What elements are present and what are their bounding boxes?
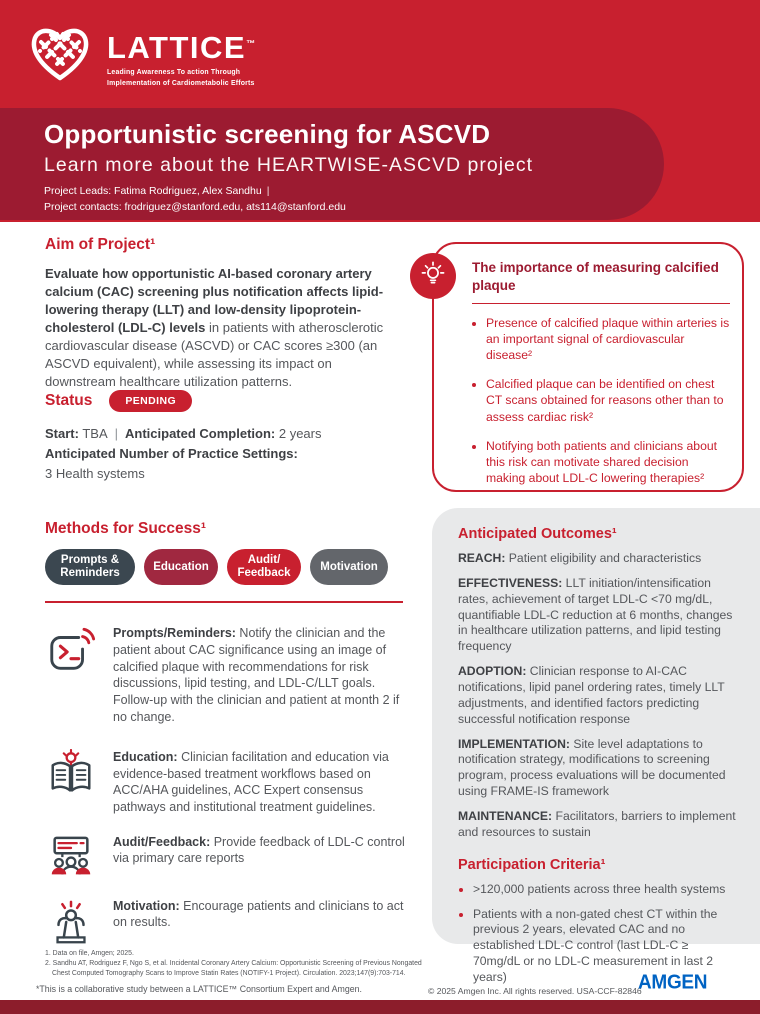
lattice-logo: [28, 24, 255, 89]
method-text-prompts: Prompts/Reminders: Notify the clinician and the patient about CAC significance using an image of calcified plaque with recommendations for risk discussions, lipid testing, and LDL-C/LLT goals. Follow-up with the clinician and patient at month 2 if no change.: [113, 626, 400, 724]
copyright-text: © 2025 Amgen Inc. All rights reserved. USA-CCF-82846: [428, 986, 642, 996]
hero-band: [0, 0, 760, 222]
method-text-education: Education: Clinician facilitation and education via evidence-based treatment workflows based on ACC/AHA guidelines, ACC Expert consensus pathways and institutional treatment guidelines.: [113, 750, 389, 815]
project-leads: Project Leads: Fatima Rodriguez, Alex Sandhu |: [44, 185, 270, 197]
importance-callout: [432, 242, 744, 492]
outcome-reach: REACH: Patient eligibility and characteristics: [458, 551, 702, 565]
person-celebrating-icon: [45, 898, 97, 948]
pill-audit-feedback: Audit/ Feedback: [227, 549, 301, 585]
method-text-audit: Audit/Feedback: Provide feedback of LDL-C control via primary care reports: [113, 834, 405, 866]
footnotes: [45, 949, 437, 979]
status-line-2: Anticipated Number of Practice Settings:: [45, 446, 298, 462]
pill-prompts-reminders: Prompts & Reminders: [45, 549, 135, 585]
pill-education: Education: [144, 549, 218, 585]
status-badge: PENDING: [109, 390, 192, 412]
divider-bar: |: [266, 185, 270, 197]
aim-section: [45, 236, 403, 391]
method-item-education: [45, 749, 407, 816]
method-item-motivation: [45, 898, 407, 948]
importance-divider: [472, 303, 730, 304]
participation-bullet-list: [458, 882, 738, 986]
outcome-implementation: IMPLEMENTATION: Site level adaptations to notification strategy, modifications to screening program, process evaluations will be documented using FRAME-IS framework: [458, 736, 726, 799]
project-contacts: Project contacts: frodriguez@stanford.edu, ats114@stanford.edu: [44, 200, 346, 213]
status-line-1: Start: TBA | Anticipated Completion: 2 years: [45, 426, 322, 441]
status-details: [45, 424, 403, 484]
importance-bullet-list: [472, 315, 730, 486]
method-item-audit: [45, 834, 407, 884]
pill-motivation: Motivation: [310, 549, 388, 585]
participation-bullet: • Patients with a non-gated chest CT within the previous 2 years, elevated CAC and no established LDL-C control (last LDL-C ≥ 70mg/dL or no LDL-C measurement in last 2 years): [473, 907, 738, 986]
lattice-logo-text: [107, 24, 255, 89]
collaboration-note: *This is a collaborative study between a LATTICE™ Consortium Expert and Amgen.: [36, 984, 362, 994]
outcome-maintenance: MAINTENANCE: Facilitators, barriers to implement and resources to sustain: [458, 809, 736, 839]
lattice-heart-logo-icon: [28, 24, 92, 84]
outcomes-heading: Anticipated Outcomes¹: [458, 526, 617, 542]
aim-heading: Aim of Project¹: [45, 236, 156, 253]
outcome-adoption: ADOPTION: Clinician response to AI-CAC notifications, lipid panel ordering rates, timely LLT adjustments, and identified factors predicting successful notification response: [458, 664, 725, 726]
importance-bullet: • Presence of calcified plaque within arteries is an important signal of cardiovascular disease²: [486, 315, 730, 363]
importance-heading: The importance of measuring calcified plaque: [472, 260, 719, 293]
importance-bullet: • Notifying both patients and clinicians about this risk can motivate shared decision making about LDL-C lowering therapies²: [486, 438, 730, 486]
participation-heading: Participation Criteria¹: [458, 856, 606, 873]
methods-pill-row: [45, 549, 407, 585]
methods-section: [45, 520, 407, 948]
method-text-motivation: Motivation: Encourage patients and clinicians to act on results.: [113, 898, 404, 930]
lattice-logo-name: LATTICE™: [107, 30, 256, 65]
report-people-icon: [45, 834, 97, 884]
footnote-1: 1. Data on file, Amgen; 2025.: [45, 950, 134, 957]
status-section: [45, 390, 403, 484]
page-subtitle: Learn more about the HEARTWISE-ASCVD project: [44, 154, 534, 176]
divider-bar: |: [114, 426, 119, 441]
lightbulb-icon: [410, 253, 456, 299]
amgen-logo: AMGEN: [638, 971, 708, 994]
outcome-effectiveness: EFFECTIVENESS: LLT initiation/intensification rates, achievement of target LDL-C <70 mg/dL, quantifiable LDL-C reduction at 6 months, changes in healthcare utilization patterns, and lipid testing frequency: [458, 575, 733, 654]
methods-heading: Methods for Success¹: [45, 520, 207, 537]
methods-divider: [45, 601, 403, 603]
method-item-prompts: [45, 625, 407, 725]
status-heading: Status: [45, 392, 93, 409]
participation-bullet: • >120,000 patients across three health systems: [473, 882, 738, 898]
footnote-2: 2. Sandhu AT, Rodriguez F, Ngo S, et al. Incidental Coronary Artery Calcium: Opportunistic Screening of Previous Nongated Chest Computed Tomography Scans to Improve Statin Rates (NOTIFY-1 Project). Circulation. 2023;147(9):703-714.: [45, 960, 422, 977]
book-lightbulb-icon: [45, 749, 97, 816]
aim-body: Evaluate how opportunistic AI-based coronary artery calcium (CAC) screening plus notification affects lipid-lowering therapy (LLT) and low-density lipoprotein-cholesterol (LDL-C) levels in patients with atherosclerotic cardiovascular disease (ASCVD) or CAC scores ≥300 (an ASCVD equivalent), while assessing its impact on downstream healthcare utilization patterns.: [45, 266, 384, 389]
importance-bullet: • Calcified plaque can be identified on chest CT scans obtained for reasons other than to assess cardiac risk²: [486, 376, 730, 424]
status-line-3: 3 Health systems: [45, 466, 145, 482]
title-band: [0, 108, 664, 220]
lattice-logo-tagline: Leading Awareness To action Through Implementation of Cardiometabolic Efforts: [107, 69, 255, 87]
trademark-symbol: ™: [246, 38, 256, 49]
prompt-terminal-icon: [45, 625, 97, 725]
page-title: Opportunistic screening for ASCVD: [44, 119, 491, 149]
bottom-accent-bar: [0, 1000, 760, 1014]
